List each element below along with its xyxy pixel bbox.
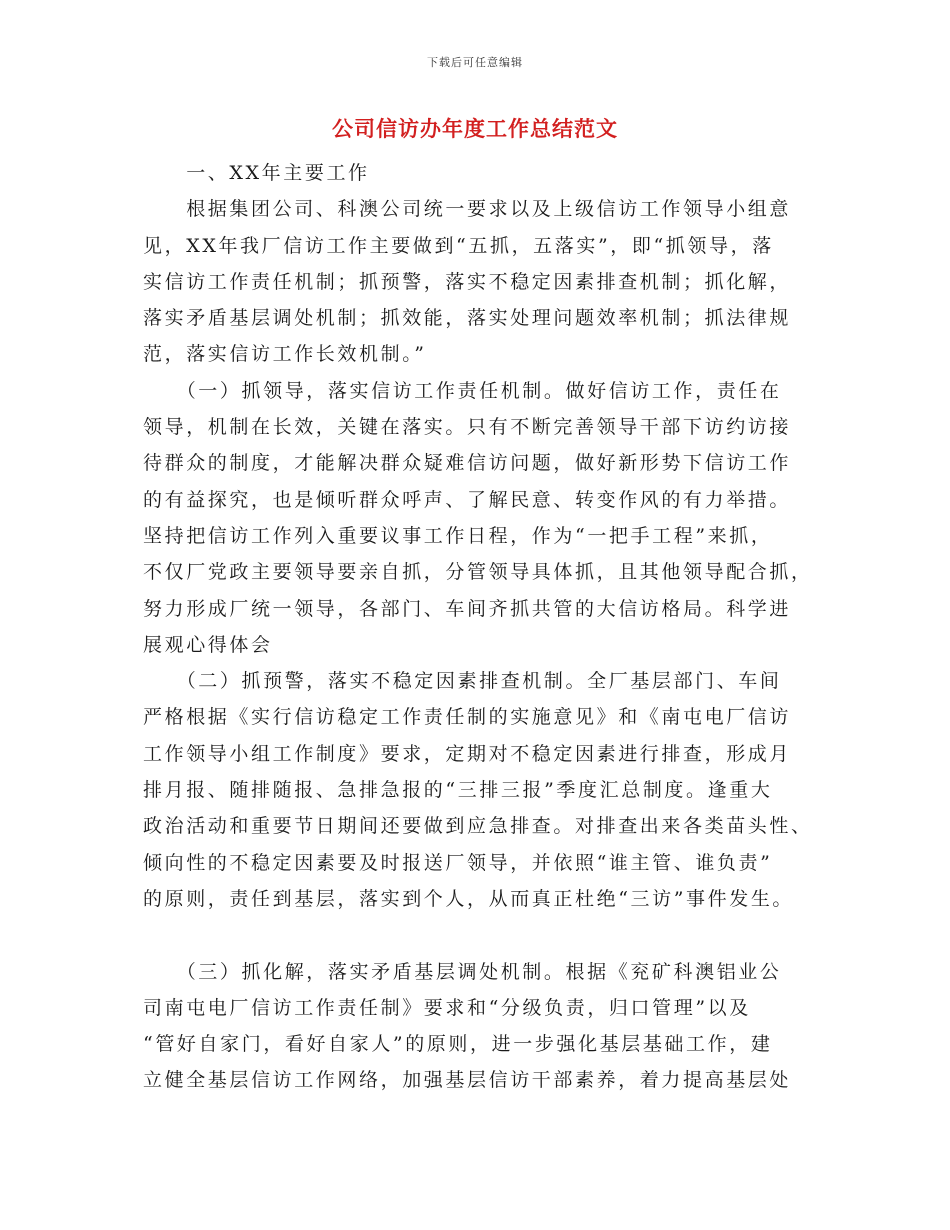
document-body <box>143 155 823 1099</box>
body-text-line: 司南屯电厂信访工作责任制》要求和“分级负责，归口管理”以及 <box>143 996 751 1019</box>
document-title: 公司信访办年度工作总结范文 <box>332 116 618 141</box>
body-text-line: “管好自家门，看好自家人”的原则，进一步强化基层基础工作，建 <box>143 1033 773 1056</box>
body-text-line: 展观心得体会 <box>143 633 273 656</box>
body-text-line: 倾向性的不稳定因素要及时报送厂领导，并依照“谁主管、谁负责” <box>143 851 773 874</box>
body-text-line: 严格根据《实行信访稳定工作责任制的实施意见》和《南屯电厂信访 <box>143 706 792 729</box>
body-text-line: 立健全基层信访工作网络，加强基层信访干部素养，着力提高基层处 <box>143 1069 792 1092</box>
paragraph-gap <box>143 917 823 953</box>
body-text-line: 范，落实信访工作长效机制。” <box>143 343 427 366</box>
body-text-line: 待群众的制度，才能解决群众疑难信访问题，做好新形势下信访工作 <box>143 452 792 475</box>
body-text-line: 坚持把信访工作列入重要议事工作日程，作为“一把手工程”来抓， <box>143 524 773 547</box>
body-text-line: 不仅厂党政主要领导要亲自抓，分管领导具体抓，且其他领导配合抓， <box>143 561 813 584</box>
body-text-line: 排月报、随排随报、急排急报的“三排三报”季度汇总制度。逢重大 <box>143 779 773 802</box>
body-text-line: 实信访工作责任机制；抓预警，落实不稳定因素排查机制；抓化解， <box>143 270 792 293</box>
page-header-note: 下载后可任意编辑 <box>427 56 523 69</box>
body-text-line: 工作领导小组工作制度》要求，定期对不稳定因素进行排查，形成月 <box>143 742 792 765</box>
body-text-line: 努力形成厂统一领导，各部门、车间齐抓共管的大信访格局。科学进 <box>143 597 792 620</box>
body-text-line: 根据集团公司、科澳公司统一要求以及上级信访工作领导小组意 <box>143 198 792 221</box>
body-text-line: 一、XX年主要工作 <box>143 162 370 184</box>
body-text-line: 落实矛盾基层调处机制；抓效能，落实处理问题效率机制；抓法律规 <box>143 307 792 330</box>
body-text-line: 的有益探究，也是倾听群众呼声、了解民意、转变作风的有力举措。 <box>143 488 792 511</box>
body-text-line: （一）抓领导，落实信访工作责任机制。做好信访工作，责任在 <box>143 379 782 402</box>
body-text-line: 政治活动和重要节日期间还要做到应急排查。对排查出来各类苗头性、 <box>143 815 813 838</box>
body-text-line: 的原则，责任到基层，落实到个人，从而真正杜绝“三访”事件发生。 <box>143 887 795 910</box>
body-text-line: （二）抓预警，落实不稳定因素排查机制。全厂基层部门、车间 <box>143 670 782 693</box>
body-text-line: 领导，机制在长效，关键在落实。只有不断完善领导干部下访约访接 <box>143 416 792 439</box>
body-text-line: （三）抓化解，落实矛盾基层调处机制。根据《兖矿科澳铝业公 <box>143 960 782 983</box>
body-text-line: 见，XX年我厂信访工作主要做到“五抓，五落实”，即“抓领导，落 <box>143 234 774 257</box>
